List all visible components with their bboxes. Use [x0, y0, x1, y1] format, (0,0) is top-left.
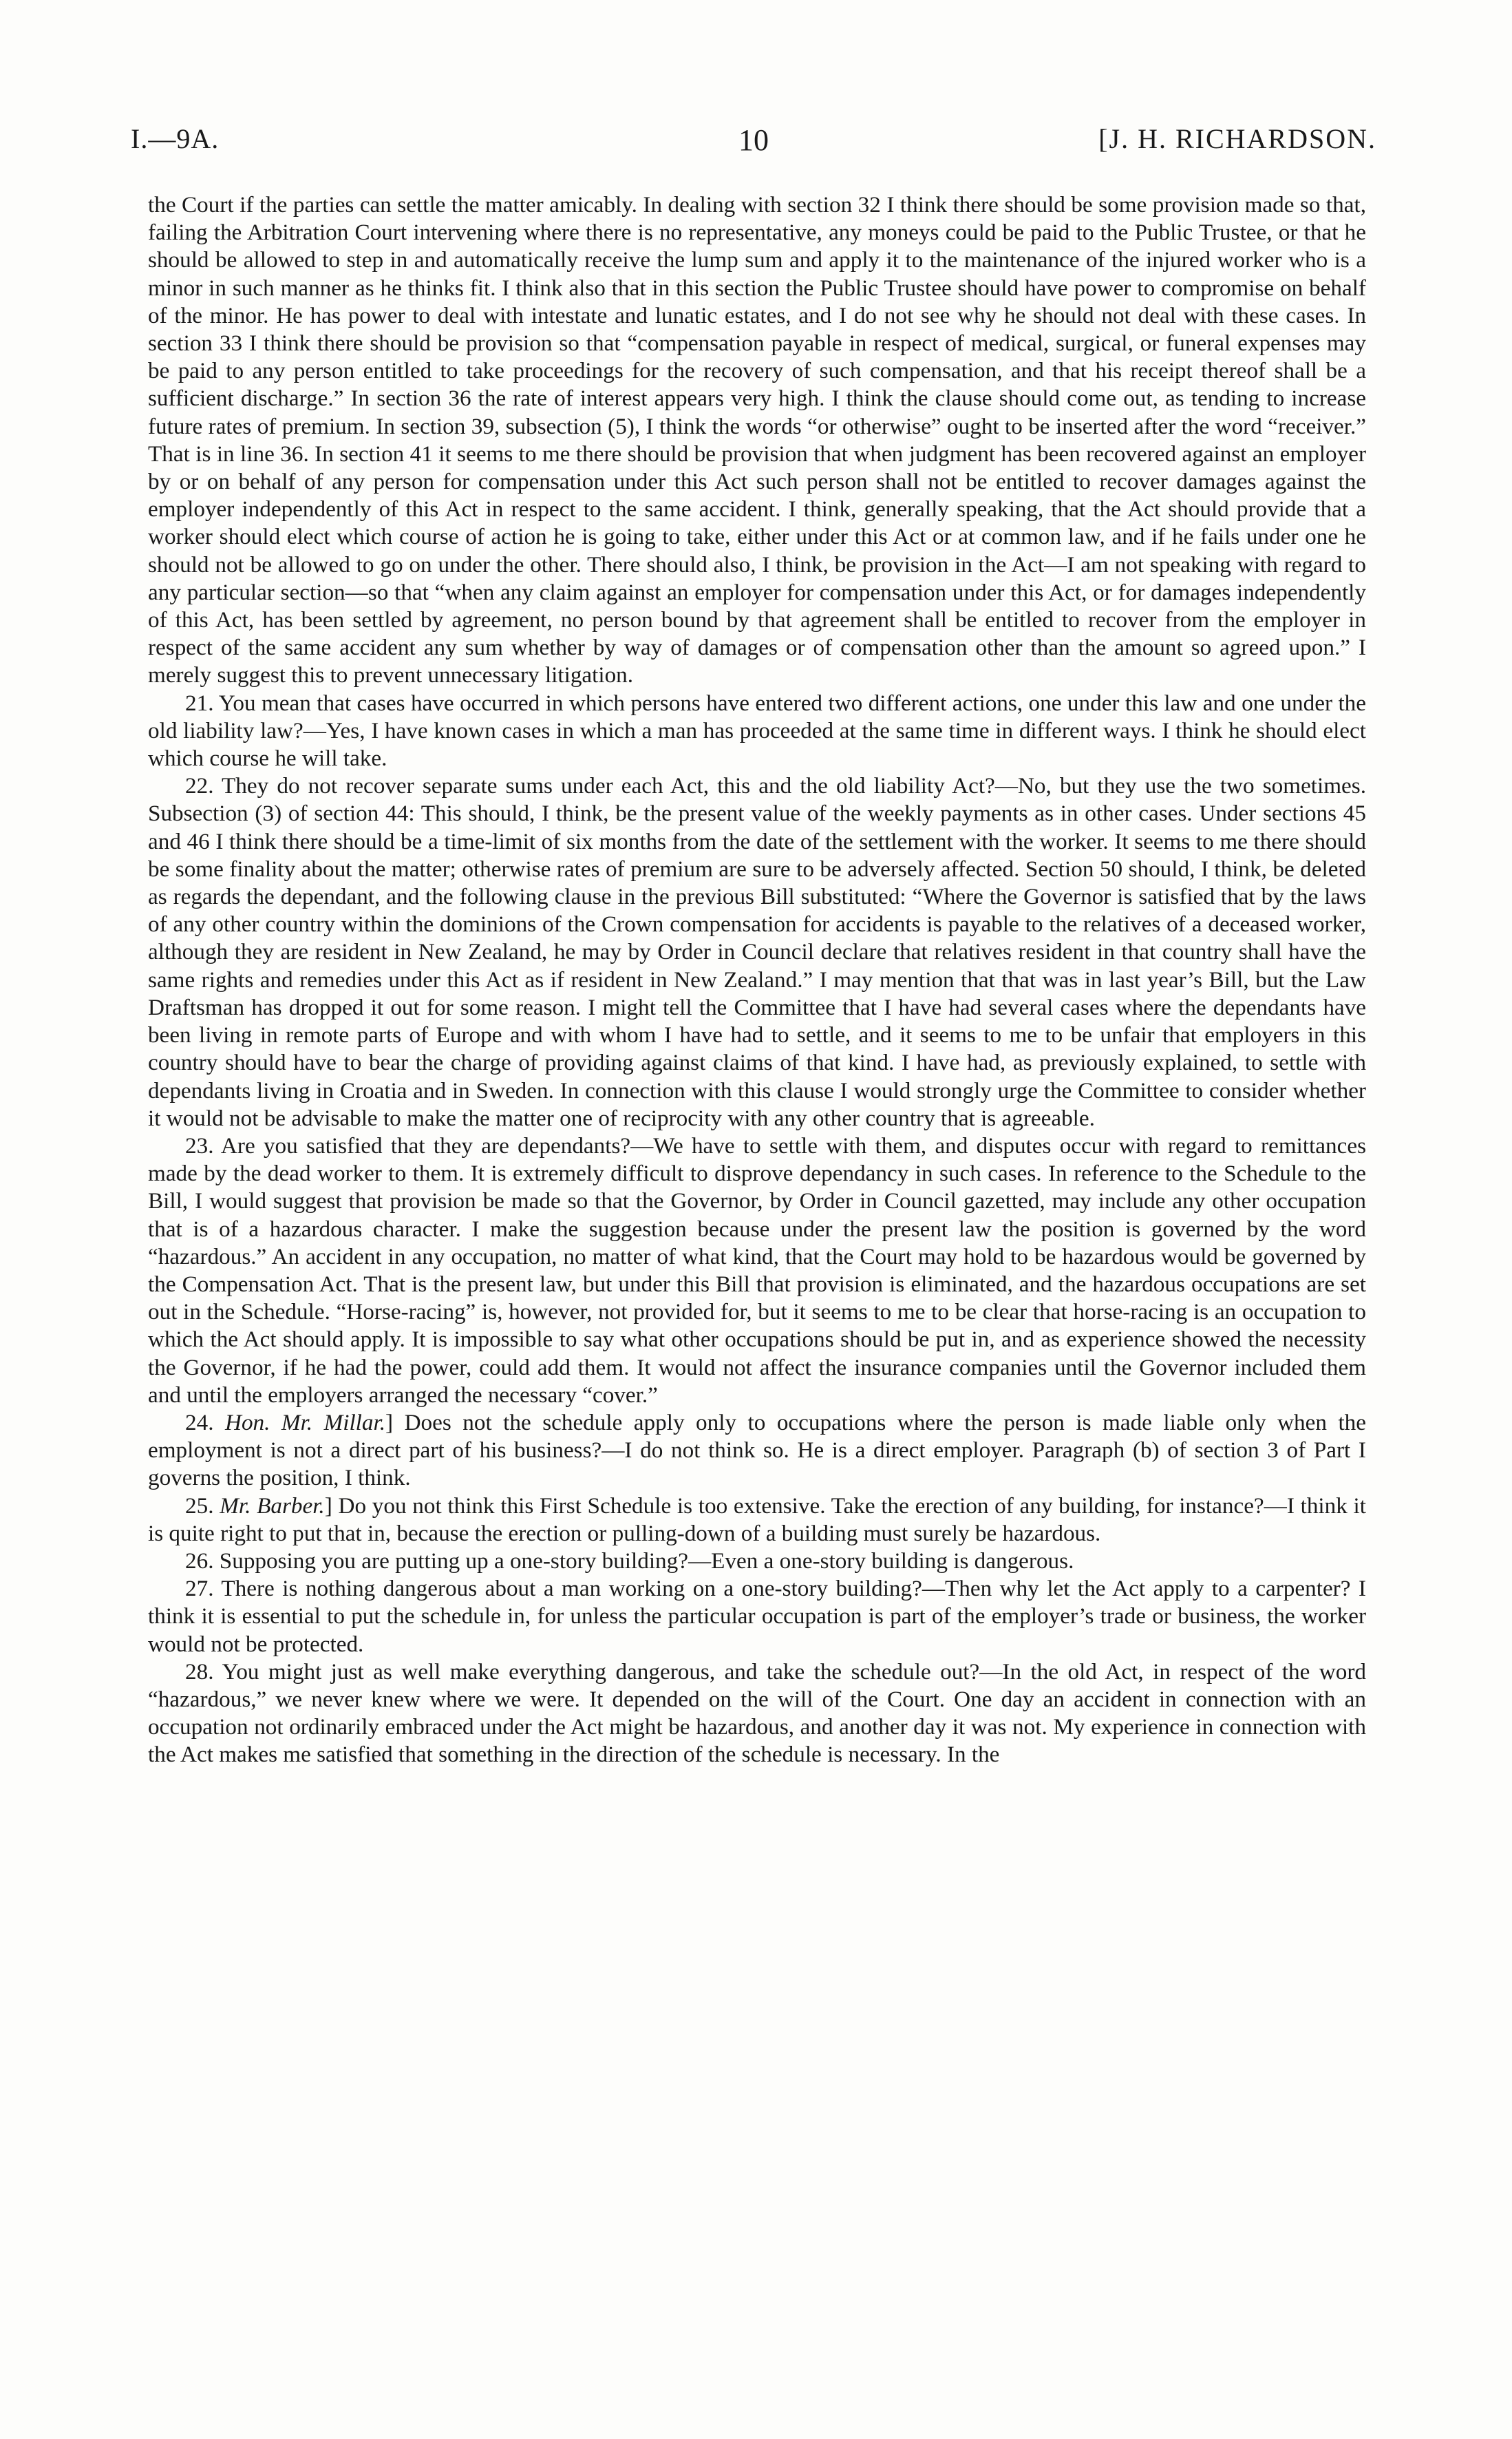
paragraph-26: 26. Supposing you are putting up a one-story building?—Even a one-story building is dangerous.	[185, 1548, 1074, 1574]
paragraph-continued: the Court if the parties can settle the matter amicably. In dealing with section 32 I think there should be some provision made so that, failing the Arbitration Court intervening where there is no representative, any moneys could be paid to the Public Trustee, or that he should be allowed to step in and automatically receive the lump sum and apply it to the maintenance of the injured worker who is a minor in such manner as he thinks fit. I think also that in this section the Public Trustee should have power to compromise on behalf of the minor. He has power to deal with intestate and lunatic estates, and I do not see why he should not deal with these cases. In section 33 I think there should be provision so that “compensation payable in respect of medical, surgical, or funeral expenses may be paid to any person entitled to take proceedings for the recovery of such compensation, and that his receipt thereof shall be a sufficient discharge.” In section 36 the rate of interest appears very high. I think the clause should come out, as tending to increase future rates of premium. In section 39, subsection (5), I think the words “or otherwise” ought to be inserted after the word “receiver.” That is in line 36. In section 41 it seems to me there should be provision that when judgment has been recovered against an employer by or on behalf of any person for compensation under this Act such person shall not be entitled to recover damages against the employer independently of this Act in respect to the same accident. I think, generally speaking, that the Act should provide that a worker should elect which course of action he is going to take, either under this Act or at common law, and if he fails under one he should not be allowed to go on under the other. There should also, I think, be provision in the Act—I am not speaking with regard to any particular section—so that “when any claim against an employer for compensation under this Act, or for damages independently of this Act, has been settled by agreement, no person bound by that agreement shall be entitled to recover from the employer in respect of the same accident any sum whether by way of damages or of compensation other than the amount so agreed upon.” I merely suggest this to prevent unnecessary litigation.	[148, 192, 1366, 688]
question-number: 25.	[185, 1492, 214, 1519]
page-body	[148, 191, 1366, 1769]
paragraph-27: 27. There is nothing dangerous about a man working on a one-story building?—Then why let the Act apply to a carpenter? I think it is essential to put the schedule in, for unless the particular occupation is part of the employer’s trade or business, the worker would not be protected.	[148, 1576, 1366, 1657]
paragraph-21: 21. You mean that cases have occurred in which persons have entered two different actions, one under this law and one under the old liability law?—Yes, I have known cases in which a man has proceeded at the same time in different ways. I think he should elect which course he will take.	[148, 690, 1366, 772]
page-number: 10	[738, 123, 769, 157]
paragraph-28: 28. You might just as well make everything dangerous, and take the schedule out?—In the old Act, in respect of the word “hazardous,” we never knew where we were. It depended on the will of the Court. One day an accident in connection with an occupation not ordinarily embraced under the Act might be hazardous, and another day it was not. My experience in connection with the Act makes me satisfied that something in the direction of the schedule is necessary. In the	[148, 1658, 1366, 1768]
speaker-name: Mr. Barber.	[220, 1492, 325, 1519]
speaker-name: Hon. Mr. Millar.	[224, 1409, 386, 1435]
paragraph-24	[148, 1409, 1366, 1492]
page-header	[131, 123, 1376, 164]
question-number: 24.	[185, 1409, 214, 1435]
paragraph-text: ] Does not the schedule apply only to occupations where the person is made liable only when the employment is not a direct part of his business?—I do not think so. He is a direct employer. Paragraph (b) of section 3 of Part I governs the position, I think.	[148, 1409, 1367, 1491]
paragraph-22: 22. They do not recover separate sums under each Act, this and the old liability Act?—No, but they use the two sometimes. Subsection (3) of section 44: This should, I think, be the present value of the weekly payments as in other cases. Under sections 45 and 46 I think there should be a time-limit of six months from the date of the settlement with the worker. It seems to me there should be some finality about the matter; otherwise rates of premium are sure to be adversely affected. Section 50 should, I think, be deleted as regards the dependant, and the following clause in the previous Bill substituted: “Where the Governor is satisfied that by the laws of any other country within the dominions of the Crown compensation for accidents is payable to the relatives of a deceased worker, although they are resident in New Zealand, he may by Order in Council declare that relatives resident in that country shall have the same rights and remedies under this Act as if resident in New Zealand.” I may mention that that was in last year’s Bill, but the Law Draftsman has dropped it out for some reason. I might tell the Committee that I have had several cases where the dependants have been living in remote parts of Europe and with whom I have had to settle, and it seems to me to be unfair that employers in this country should have to bear the charge of providing against claims of that kind. I have had, as previously explained, to settle with dependants living in Croatia and in Sweden. In connection with this clause I would strongly urge the Committee to consider whether it would not be advisable to make the matter one of reciprocity with any other country that is agreeable.	[148, 773, 1366, 1131]
document-reference: I.—9A.	[131, 123, 220, 154]
paragraph-text: ] Do you not think this First Schedule is too extensive. Take the erection of any building, for instance?—I think it is quite right to put that in, because the erection or pulling-down of a building must surely be hazardous.	[148, 1492, 1366, 1546]
witness-name: [J. H. RICHARDSON.	[1098, 123, 1376, 154]
paragraph-23: 23. Are you satisfied that they are dependants?—We have to settle with them, and disputes occur with regard to remittances made by the dead worker to them. It is extremely difficult to disprove dependancy in such cases. In reference to the Schedule to the Bill, I would suggest that provision be made so that the Governor, by Order in Council gazetted, may include any other occupation that is of a hazardous character. I make the suggestion because under the present law the position is governed by the word “hazardous.” An accident in any occupation, no matter of what kind, that the Court may hold to be hazardous would be governed by the Compensation Act. That is the present law, but under this Bill that provision is eliminated, and the hazardous occupations are set out in the Schedule. “Horse-racing” is, however, not provided for, but it seems to me to be clear that horse-racing is an occupation to which the Act should apply. It is impossible to say what other occupations should be put in, and as experience showed the necessity the Governor, if he had the power, could add them. It would not affect the insurance companies until the Governor included them and until the employers arranged the necessary “cover.”	[148, 1132, 1366, 1408]
paragraph-25	[148, 1492, 1366, 1548]
